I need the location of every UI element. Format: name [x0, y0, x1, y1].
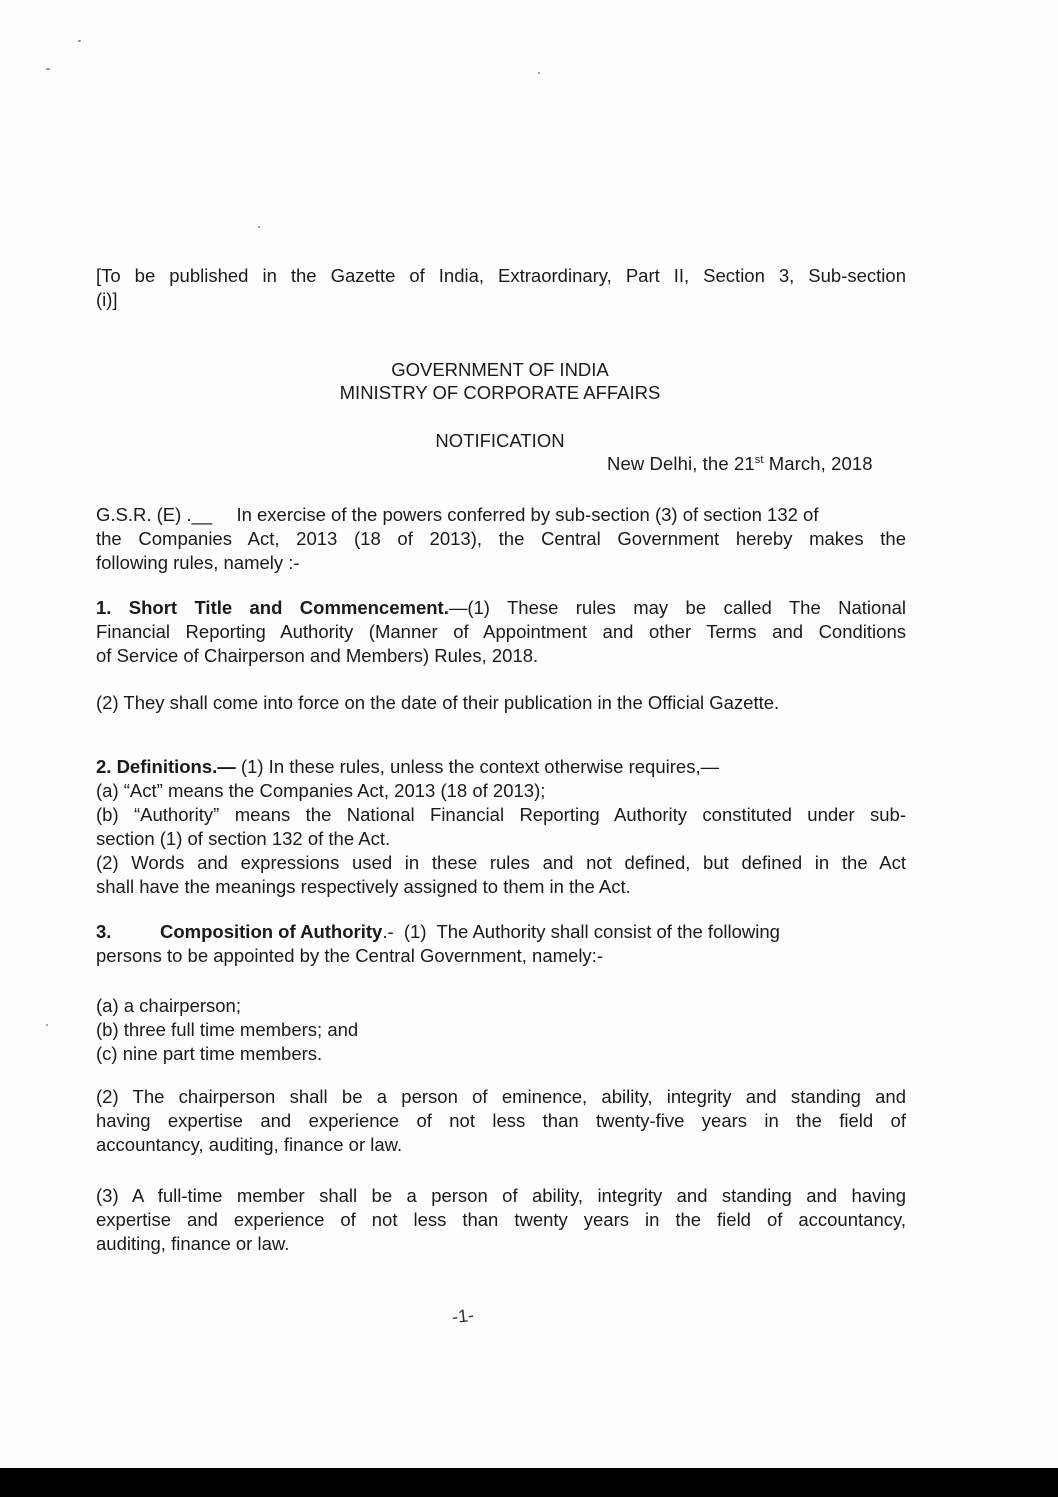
rule-3-line-1-text: .- (1) The Authority shall consist of the following: [382, 921, 780, 942]
rule-3-sub-3-line-2: expertise and experience of not less than twenty years in the field of accountancy,: [96, 1209, 906, 1230]
date-superscript: st: [754, 454, 764, 466]
preamble: [96, 503, 906, 575]
rule-3-sub-3: [96, 1184, 906, 1256]
rule-2-clause-a: (a) “Act” means the Companies Act, 2013 (18 of 2013);: [96, 780, 546, 801]
gsr-number: G.S.R. (E) .__: [96, 504, 213, 525]
rule-3-heading: Composition of Authority: [160, 921, 383, 942]
gazette-line-1: [To be published in the Gazette of India, Extraordinary, Part II, Section 3, Sub-section: [96, 265, 906, 286]
rule-2-sub-2-line-2: shall have the meanings respectively assigned to them in the Act.: [96, 876, 631, 897]
page-number: -1-: [450, 1304, 475, 1328]
ministry-heading: MINISTRY OF CORPORATE AFFAIRS: [339, 382, 661, 403]
preamble-line-1: [96, 503, 906, 527]
date-prefix: New Delhi, the 21: [607, 453, 755, 474]
rule-3-sub-2-line-1: (2) The chairperson shall be a person of eminence, ability, integrity and standing and: [96, 1086, 906, 1107]
rule-1-heading: 1. Short Title and Commencement.: [96, 597, 449, 618]
rule-2-line-1: [96, 755, 906, 779]
rule-1-line-2: Financial Reporting Authority (Manner of Appointment and other Terms and Conditions: [96, 621, 906, 642]
rule-2-heading: 2. Definitions.—: [96, 756, 236, 777]
rule-2-clause-b-line-1: (b) “Authority” means the National Financial Reporting Authority constituted under sub-: [96, 804, 906, 825]
date-suffix: March, 2018: [763, 453, 873, 474]
rule-3-number: 3.: [96, 921, 112, 942]
rule-1-line-1: [96, 596, 906, 620]
rule-1-sub-2-text: (2) They shall come into force on the date of their publication in the Official Gazette.: [96, 692, 780, 713]
list-item: (a) a chairperson;: [96, 995, 241, 1016]
list-item: (c) nine part time members.: [96, 1043, 323, 1064]
rule-2: [96, 755, 906, 899]
rule-3-sub-2-line-3: accountancy, auditing, finance or law.: [96, 1134, 403, 1155]
scan-speck: [258, 226, 260, 228]
list-item: (b) three full time members; and: [96, 1019, 359, 1040]
preamble-line-1-text: In exercise of the powers conferred by sub-section (3) of section 132 of: [236, 504, 819, 525]
government-heading: GOVERNMENT OF INDIA: [391, 359, 609, 380]
rule-2-sub-2-line-1: (2) Words and expressions used in these rules and not defined, but defined in the Act: [96, 852, 906, 873]
rule-3-sub-3-line-1: (3) A full-time member shall be a person of ability, integrity and standing and having: [96, 1185, 906, 1206]
gazette-line-2: (i)]: [96, 289, 118, 310]
scan-border-bar: [0, 1468, 1058, 1497]
rule-3-members-list: [96, 994, 906, 1066]
rule-3-sub-3-line-3: auditing, finance or law.: [96, 1233, 290, 1254]
rule-1: [96, 596, 906, 668]
rule-1-line-3: of Service of Chairperson and Members) Rules, 2018.: [96, 645, 539, 666]
notification-date: [607, 452, 873, 476]
preamble-line-3: following rules, namely :-: [96, 552, 300, 573]
rule-2-clause-b-line-2: section (1) of section 132 of the Act.: [96, 828, 391, 849]
rule-1-line-1-text: —(1) These rules may be called The National: [448, 597, 906, 618]
rule-3-line-2: persons to be appointed by the Central Government, namely:-: [96, 945, 603, 966]
rule-1-sub-2: [96, 691, 906, 715]
scan-speck: [46, 1024, 48, 1026]
rule-3-sub-2: [96, 1085, 906, 1157]
notification-heading: NOTIFICATION: [435, 430, 565, 451]
preamble-line-2: the Companies Act, 2013 (18 of 2013), the Central Government hereby makes the: [96, 528, 906, 549]
scan-speck: [538, 72, 540, 74]
rule-3: [96, 920, 906, 968]
scan-speck: [46, 68, 50, 70]
rule-3-sub-2-line-2: having expertise and experience of not less than twenty-five years in the field of: [96, 1110, 906, 1131]
rule-3-line-1: [96, 920, 906, 944]
gazette-publication-note: [96, 264, 906, 312]
scan-speck: [78, 40, 81, 42]
rule-2-line-1-text: (1) In these rules, unless the context otherwise requires,—: [235, 756, 720, 777]
